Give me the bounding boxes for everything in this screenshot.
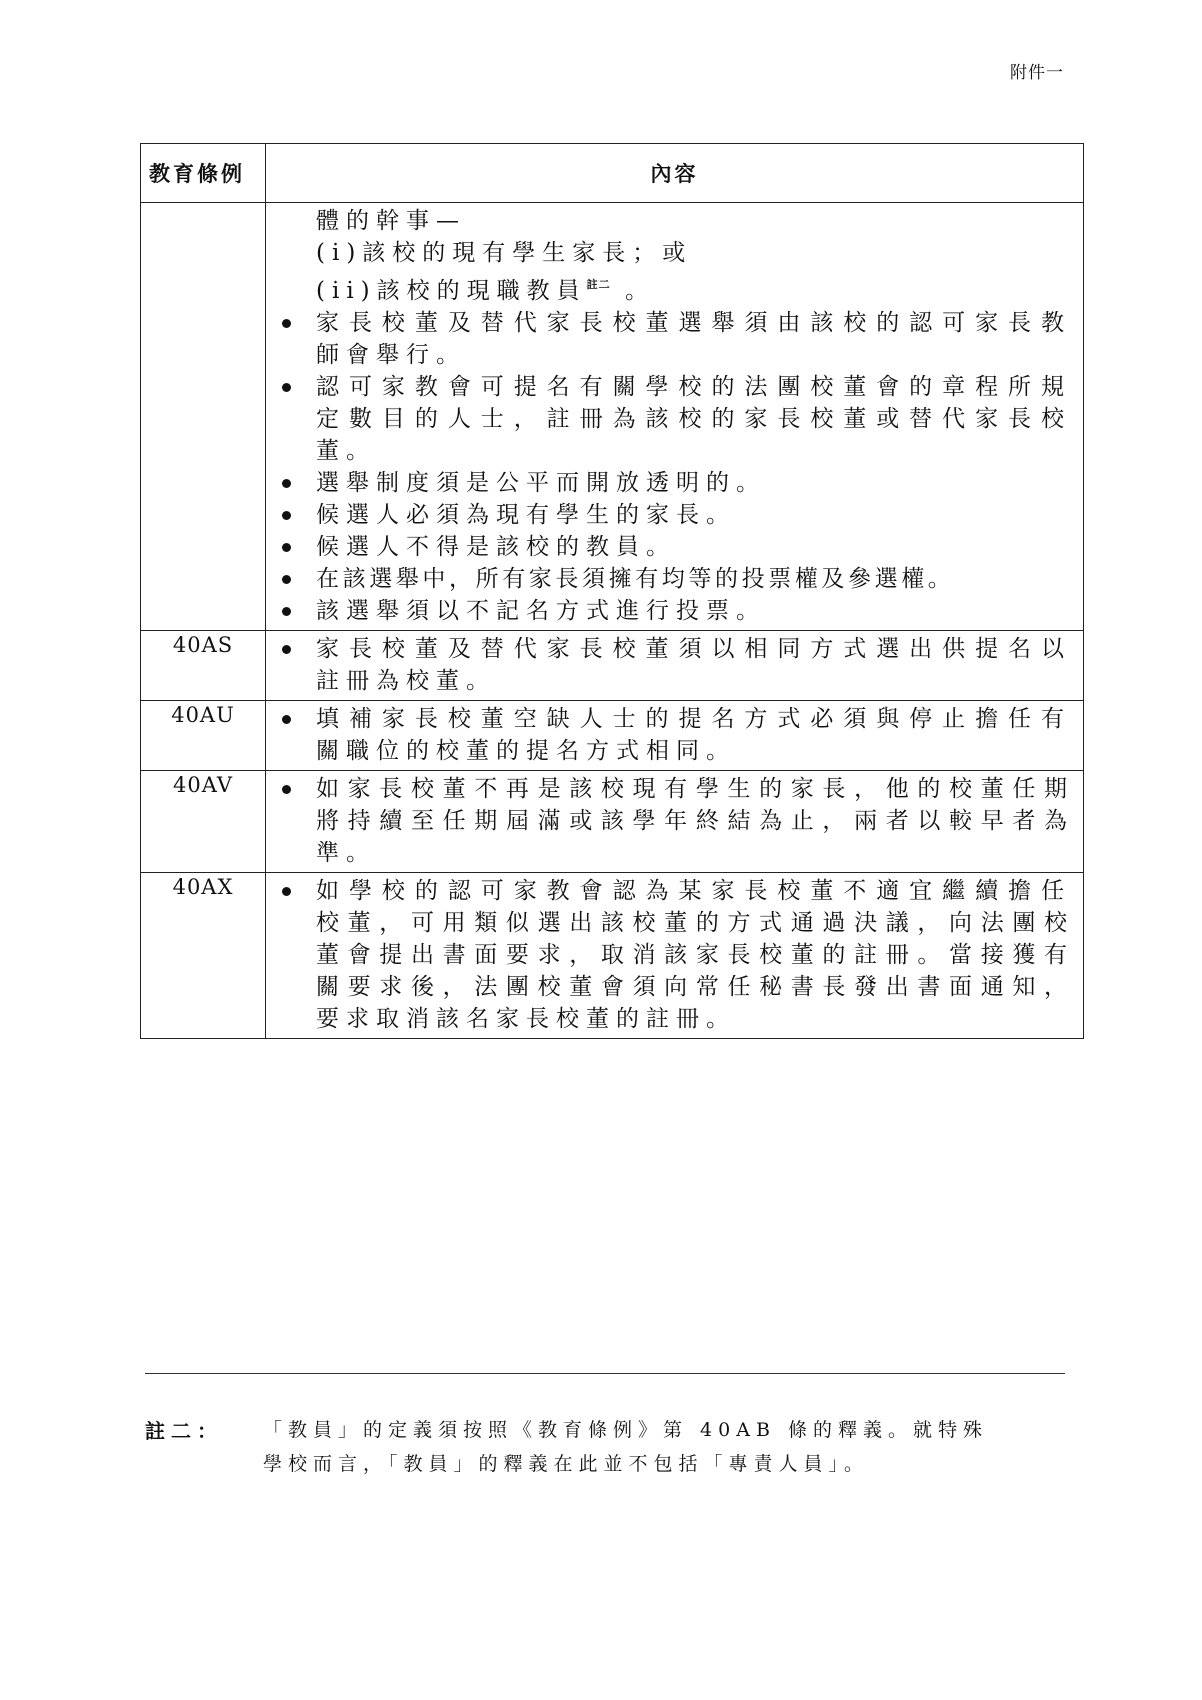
bullet-icon	[282, 607, 291, 616]
content-line: 關職位的校董的提名方式相同。	[316, 738, 736, 764]
footnote-label: 註二：	[145, 1419, 223, 1443]
list-item	[266, 307, 1071, 371]
list-item	[266, 773, 1071, 869]
content-line: 註冊為校董。	[316, 668, 496, 694]
table-row	[141, 701, 1084, 771]
content-line: 該選舉須以不記名方式進行投票。	[316, 598, 766, 624]
content-line: (i)該校的現有學生家長；或	[316, 240, 693, 266]
bullet-icon	[282, 887, 291, 896]
bullet-icon	[282, 319, 291, 328]
content-line: 認可家教會可提名有關學校的法團校董會的章程所規	[316, 374, 1071, 400]
content-line: 家長校董及替代家長校董須以相同方式選出供提名以	[316, 636, 1071, 662]
section-cell: 40AS	[141, 631, 266, 701]
bullet-icon	[282, 511, 291, 520]
footnote-line: 學校而言，「教員」的釋義在此並不包括「專責人員」。	[263, 1453, 870, 1475]
regulation-table	[140, 143, 1084, 1039]
bullet-icon	[282, 543, 291, 552]
list-item	[266, 563, 1071, 595]
list-item	[266, 595, 1071, 627]
content-line: 如家長校董不再是該校現有學生的家長，他的校董任期	[316, 776, 1071, 802]
content-line: 要求取消該名家長校董的註冊。	[316, 1006, 736, 1032]
annex-label: 附件一	[1010, 63, 1064, 83]
content-line: 定數目的人士，註冊為該校的家長校董或替代家長校	[316, 406, 1071, 432]
bullet-icon	[282, 479, 291, 488]
footnote-ref: 註二	[586, 278, 611, 291]
list-item	[266, 531, 1071, 563]
content-line: 在該選舉中，所有家長須擁有均等的投票權及參選權。	[316, 566, 955, 592]
content-line: 候選人不得是該校的教員。	[316, 534, 676, 560]
content-cell	[266, 631, 1084, 701]
content-line: 關要求後，法團校董會須向常任秘書長發出書面通知，	[316, 974, 1071, 1000]
list-item	[266, 875, 1071, 1035]
content-line: 董。	[316, 438, 376, 464]
bullet-icon	[282, 645, 291, 654]
content-line: 校董，可用類似選出該校董的方式通過決議，向法團校	[316, 910, 1071, 936]
section-cell: 40AV	[141, 771, 266, 873]
section-cell	[141, 203, 266, 631]
content-cell	[266, 771, 1084, 873]
content-text: 。	[624, 278, 655, 304]
content-line: 師會舉行。	[316, 342, 466, 368]
bullet-icon	[282, 715, 291, 724]
list-item	[266, 499, 1071, 531]
content-line: 選舉制度須是公平而開放透明的。	[316, 470, 766, 496]
content-cell	[266, 873, 1084, 1039]
content-line: 準。	[316, 840, 376, 866]
list-item	[266, 633, 1071, 697]
content-cell	[266, 203, 1084, 631]
content-line: 體的幹事—	[316, 208, 466, 234]
content-line	[266, 269, 1071, 307]
table-header-row	[141, 144, 1084, 203]
table-row	[141, 631, 1084, 701]
content-line: 董會提出書面要求，取消該家長校董的註冊。當接獲有	[316, 942, 1071, 968]
list-item	[266, 467, 1071, 499]
table-row	[141, 873, 1084, 1039]
content-line: 家長校董及替代家長校董選舉須由該校的認可家長教	[316, 310, 1071, 336]
footnote-line: 「教員」的定義須按照《教育條例》第 40AB 條的釋義。就特殊	[263, 1419, 988, 1441]
table-row-continued	[141, 203, 1084, 631]
section-cell: 40AU	[141, 701, 266, 771]
bullet-icon	[282, 575, 291, 584]
content-line: 候選人必須為現有學生的家長。	[316, 502, 736, 528]
list-item	[266, 703, 1071, 767]
content-text: (ii)該校的現職教員	[316, 278, 587, 304]
header-ordinance: 教育條例	[141, 144, 266, 203]
bullet-icon	[282, 785, 291, 794]
header-content: 內容	[266, 144, 1084, 203]
content-line: 填補家長校董空缺人士的提名方式必須與停止擔任有	[316, 706, 1071, 732]
content-line: 如學校的認可家教會認為某家長校董不適宜繼續擔任	[316, 878, 1071, 904]
content-cell	[266, 701, 1084, 771]
content-line: 將持續至任期屆滿或該學年終結為止，兩者以較早者為	[316, 808, 1071, 834]
table-row	[141, 771, 1084, 873]
footnote-divider	[145, 1373, 1065, 1374]
list-item	[266, 371, 1071, 467]
footnote-text	[263, 1413, 1053, 1481]
bullet-icon	[282, 383, 291, 392]
section-cell: 40AX	[141, 873, 266, 1039]
